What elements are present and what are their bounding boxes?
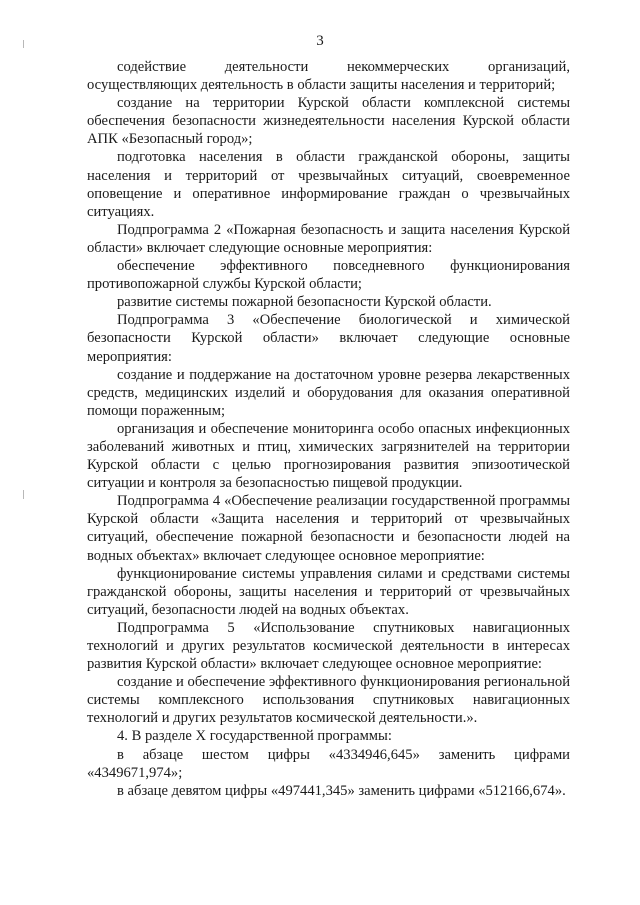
page-number: 3 bbox=[316, 33, 324, 49]
paragraph-5: обеспечение эффективного повседневного функционирования противопожарной службы Курской области; bbox=[87, 258, 570, 293]
paragraph-3: подготовка населения в области гражданской обороны, защиты населения и территорий от чрезвычайных ситуаций, своевременное оповещение и оперативное информирование граждан о чрезвычайных ситуациях. bbox=[87, 149, 570, 220]
paragraph-7: Подпрограмма 3 «Обеспечение биологической и химической безопасности Курской области» включает следующие основные мероприятия: bbox=[87, 312, 570, 365]
paragraph-13: создание и обеспечение эффективного функционирования региональной системы комплексного использования спутниковых навигационных технологий и других результатов космической деятельности.». bbox=[87, 674, 570, 727]
paragraph-9: организация и обеспечение мониторинга особо опасных инфекционных заболеваний животных и птиц, химических загрязнителей на территории Курской области с целью прогнозирования развития эпизоотической ситуации и контроля за безопасностью пищевой продукции. bbox=[87, 420, 570, 492]
paragraph-12: Подпрограмма 5 «Использование спутниковых навигационных технологий и других результатов космической деятельности в интересах развития Курской области» включает следующее основное мероприятие: bbox=[87, 619, 570, 673]
paragraph-2: создание на территории Курской области комплексной системы обеспечения безопасности жизнедеятельности населения Курской области АПК «Безопасный город»; bbox=[87, 95, 570, 148]
paragraph-1: содействие деятельности некоммерческих организаций, осуществляющих деятельность в области защиты населения и территорий; bbox=[87, 59, 570, 94]
paragraph-8: создание и поддержание на достаточном уровне резерва лекарственных средств, медицинских изделий и оборудования для оказания оперативной помощи пораженным; bbox=[87, 366, 570, 419]
paragraph-15: в абзаце шестом цифры «4334946,645» заменить цифрами «4349671,974»; bbox=[87, 746, 570, 781]
paragraph-16: в абзаце девятом цифры «497441,345» заменить цифрами «512166,674». bbox=[117, 782, 566, 799]
paragraph-11: функционирование системы управления силами и средствами системы гражданской обороны, защиты населения и территорий от чрезвычайных ситуаций, безопасности людей на водных объектах. bbox=[87, 565, 570, 618]
paragraph-6: развитие системы пожарной безопасности Курской области. bbox=[117, 294, 492, 311]
scan-mark bbox=[23, 490, 24, 499]
paragraph-14: 4. В разделе Х государственной программы: bbox=[117, 728, 392, 745]
paragraph-4: Подпрограмма 2 «Пожарная безопасность и защита населения Курской области» включает следующие основные мероприятия: bbox=[87, 221, 570, 256]
paragraph-10: Подпрограмма 4 «Обеспечение реализации государственной программы Курской области «Защита населения и территорий от чрезвычайных ситуаций, обеспечение пожарной безопасности и безопасности людей на водных объектах» включает следующее основное мероприятие: bbox=[87, 493, 570, 564]
document-body bbox=[87, 58, 570, 800]
